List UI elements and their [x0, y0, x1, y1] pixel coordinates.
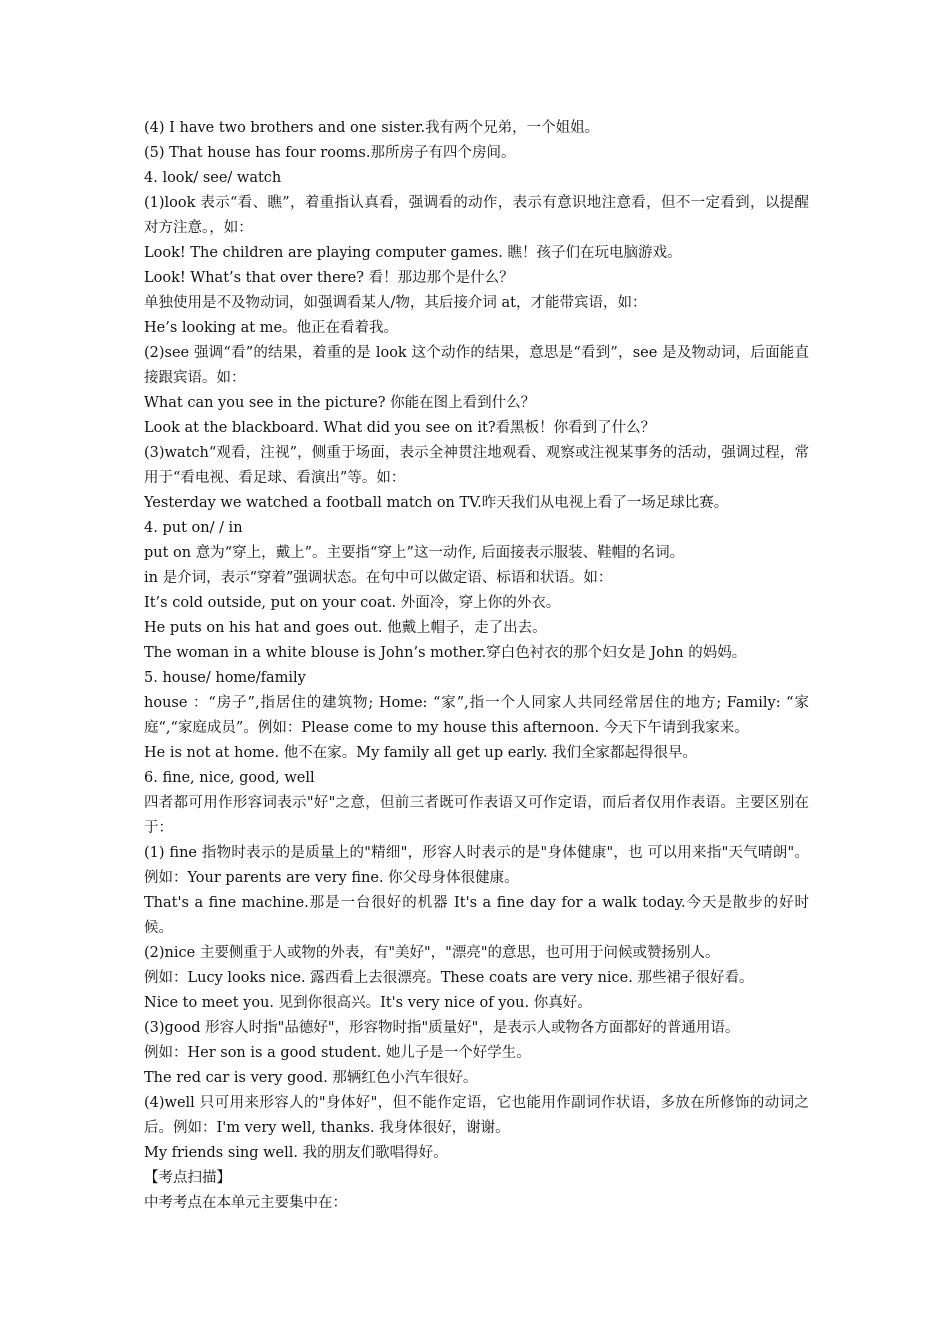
section-heading: 【考点扫描】	[144, 1170, 231, 1186]
text-line: (2)nice 主要侧重于人或物的外表，有"美好"，"漂亮"的意思，也可用于问候或赞扬别人。	[144, 945, 720, 961]
paragraph: (2)see 强调“看”的结果，着重的是 look 这个动作的结果，意思是“看到”，see 是及物动词，后面能直接跟宾语。如：	[144, 345, 809, 386]
text-line: (3)good 形容人时指"品德好"，形容物时指"质量好"，是表示人或物各方面都好的普通用语。	[144, 1020, 740, 1036]
text-line: Nice to meet you. 见到你很高兴。It's very nice of you. 你真好。	[144, 995, 592, 1011]
text-line: 中考考点在本单元主要集中在：	[144, 1195, 347, 1211]
text-line: Yesterday we watched a football match on TV.昨天我们从电视上看了一场足球比赛。	[144, 495, 729, 511]
paragraph: (1)look 表示“看、瞧”，着重指认真看，强调看的动作，表示有意识地注意看，但不一定看到，以提醒对方注意。，如：	[144, 195, 809, 236]
paragraph: house ：“房子”,指居住的建筑物; Home: “家”,指一个人同家人共同经常居住的地方; Family: “家庭“,“家庭成员”。例如：Please come to my house this afternoon. 今天下午请到我家来。	[144, 695, 809, 736]
text-line: put on 意为“穿上，戴上”。主要指“穿上”这一动作, 后面接表示服装、鞋帽的名词。	[144, 545, 685, 561]
section-heading: 6. fine, nice, good, well	[144, 770, 315, 786]
paragraph: That's a fine machine.那是一台很好的机器 It's a fine day for a walk today.今天是散步的好时候。	[144, 895, 809, 936]
text-line: Look! What’s that over there? 看！那边那个是什么？	[144, 270, 514, 286]
section-heading: 5. house/ home/family	[144, 670, 306, 686]
text-line: 例如：Lucy looks nice. 露西看上去很漂亮。These coats are very nice. 那些裙子很好看。	[144, 970, 754, 986]
paragraph: (3)watch“观看，注视”，侧重于场面，表示全神贯注地观看、观察或注视某事务的活动，强调过程，常用于“看电视、看足球、看演出”等。如：	[144, 445, 809, 486]
text-line: He’s looking at me。他正在看着我。	[144, 320, 399, 336]
section-heading: 4. put on/ / in	[144, 520, 243, 536]
text-line: My friends sing well. 我的朋友们歌唱得好。	[144, 1145, 448, 1161]
text-line: It’s cold outside, put on your coat. 外面冷，穿上你的外衣。	[144, 595, 561, 611]
paragraph: 四者都可用作形容词表示"好"之意，但前三者既可作表语又可作定语，而后者仅用作表语。主要区别在于：	[144, 795, 809, 836]
text-line: Look at the blackboard. What did you see on it?看黑板！你看到了什么？	[144, 420, 656, 436]
text-line: The red car is very good. 那辆红色小汽车很好。	[144, 1070, 478, 1086]
text-line: He puts on his hat and goes out. 他戴上帽子，走了出去。	[144, 620, 547, 636]
text-line: (4) I have two brothers and one sister.我有两个兄弟，一个姐姐。	[144, 120, 600, 136]
text-line: Look! The children are playing computer games. 瞧！孩子们在玩电脑游戏。	[144, 245, 682, 261]
text-line: He is not at home. 他不在家。My family all get up early. 我们全家都起得很早。	[144, 745, 698, 761]
section-heading: 4. look/ see/ watch	[144, 170, 282, 186]
text-line: 例如：Her son is a good student. 她儿子是一个好学生。	[144, 1045, 531, 1061]
paragraph: (4)well 只可用来形容人的"身体好"，但不能作定语，它也能用作副词作状语，多放在所修饰的动词之后。例如：I'm very well, thanks. 我身体很好，谢谢。	[144, 1095, 809, 1136]
text-line: in 是介词，表示“穿着”强调状态。在句中可以做定语、标语和状语。如：	[144, 570, 613, 586]
text-line: 单独使用是不及物动词，如强调看某人/物，其后接介词 at，才能带宾语，如：	[144, 295, 647, 311]
paragraph: (1) fine 指物时表示的是质量上的"精细"，形容人时表示的是"身体健康"，也 可以用来指"天气晴朗"。例如：Your parents are very fine. 你父母身体很健康。	[144, 845, 809, 886]
document-page	[144, 116, 809, 1216]
text-line: What can you see in the picture? 你能在图上看到什么？	[144, 395, 536, 411]
text-line: The woman in a white blouse is John’s mother.穿白色衬衣的那个妇女是 John 的妈妈。	[144, 645, 747, 661]
text-line: (5) That house has four rooms.那所房子有四个房间。	[144, 145, 516, 161]
